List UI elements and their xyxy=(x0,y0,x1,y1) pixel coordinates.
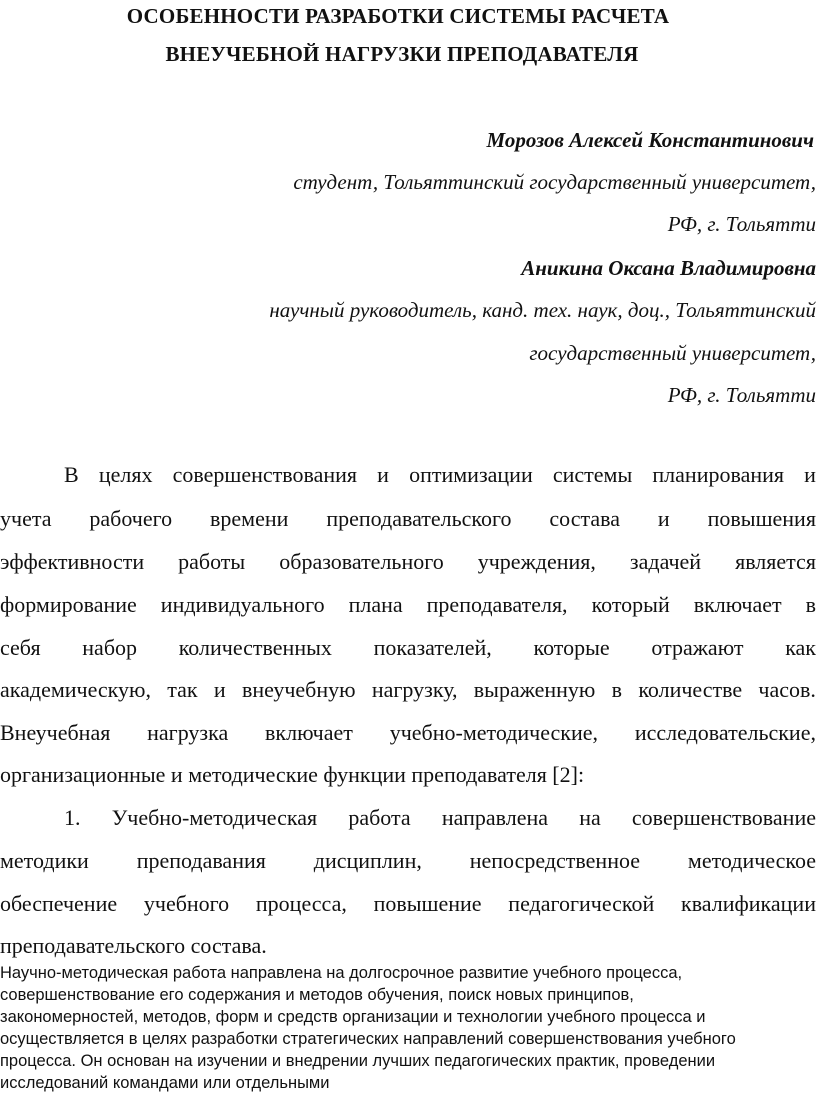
body-line: организационные и методические функции преподавателя [2]: xyxy=(0,762,585,787)
body-line xyxy=(0,549,816,579)
word: квалификации xyxy=(681,891,816,916)
word: методическое xyxy=(687,848,816,873)
word: Внеучебная xyxy=(0,720,111,745)
word: академическую, xyxy=(0,677,151,702)
word: набор xyxy=(82,635,138,660)
word: В xyxy=(64,462,79,487)
word: которые xyxy=(533,635,610,660)
word: совершенствования xyxy=(172,462,358,487)
word: времени xyxy=(210,506,289,531)
word: на xyxy=(579,805,601,830)
word: отражают xyxy=(651,635,744,660)
author2-name: Аникина Оксана Владимировна xyxy=(521,256,816,280)
word: преподавания xyxy=(136,848,266,873)
word: состава xyxy=(549,506,620,531)
word: направлена xyxy=(441,805,548,830)
word: внеучебную xyxy=(241,677,356,702)
word: педагогической xyxy=(508,891,655,916)
word: так xyxy=(167,677,198,702)
word: рабочего xyxy=(89,506,173,531)
author2-affiliation-2: государственный университет, xyxy=(529,341,816,365)
word: является xyxy=(735,549,816,574)
word: планирования xyxy=(652,462,784,487)
body-line: преподавательского состава. xyxy=(0,933,267,958)
footnote-line: совершенствование его содержания и методов обучения, поиск новых принципов, xyxy=(0,986,634,1004)
body-line xyxy=(0,592,816,622)
word: индивидуального xyxy=(160,592,325,617)
word: учета xyxy=(0,506,52,531)
word: включает xyxy=(693,592,782,617)
word: количественных xyxy=(178,635,332,660)
word: в xyxy=(611,677,623,702)
word: исследовательские, xyxy=(634,720,816,745)
word: оптимизации xyxy=(409,462,533,487)
word: и xyxy=(804,462,816,487)
word: системы xyxy=(552,462,633,487)
title-line-1: ОСОБЕННОСТИ РАЗРАБОТКИ СИСТЕМЫ РАСЧЕТА xyxy=(126,4,670,28)
word: эффективности xyxy=(0,549,145,574)
body-line xyxy=(0,506,816,536)
word: учреждения, xyxy=(477,549,596,574)
word: который xyxy=(591,592,670,617)
word: процесса, xyxy=(255,891,347,916)
body-line xyxy=(0,848,816,878)
word: работа xyxy=(348,805,411,830)
word: плана xyxy=(348,592,403,617)
author2-affiliation-1: научный руководитель, канд. тех. наук, доц., Тольяттинский xyxy=(269,298,816,322)
word: и xyxy=(377,462,389,487)
word: повышение xyxy=(373,891,482,916)
title-line-2: ВНЕУЧЕБНОЙ НАГРУЗКИ ПРЕПОДАВАТЕЛЯ xyxy=(165,42,639,66)
word: 1. xyxy=(64,805,81,830)
word: учебного xyxy=(143,891,230,916)
author1-location: РФ, г. Тольятти xyxy=(667,212,816,236)
word: совершенствование xyxy=(631,805,816,830)
word: работы xyxy=(178,549,246,574)
word: часов. xyxy=(758,677,816,702)
word: показателей, xyxy=(373,635,492,660)
word: непосредственное xyxy=(469,848,641,873)
word: преподавательского xyxy=(326,506,512,531)
footnote-line: процесса. Он основан на изучении и внедрении лучших педагогических практик, проведении xyxy=(0,1052,716,1070)
footnote-line: осуществляется в целях разработки стратегических направлений совершенствования учебного xyxy=(0,1030,736,1048)
word: методики xyxy=(0,848,89,873)
word: как xyxy=(785,635,816,660)
word: повышения xyxy=(707,506,816,531)
author1-name: Морозов Алексей Константинович xyxy=(486,128,814,152)
word: выраженную xyxy=(473,677,596,702)
word: дисциплин, xyxy=(313,848,422,873)
word: и xyxy=(213,677,226,702)
body-line xyxy=(0,677,816,707)
list-item-1 xyxy=(64,805,816,835)
footnote-line: закономерностей, методов, форм и средств организации и технологии учебного процесса и xyxy=(0,1008,706,1026)
footnote-line: Научно-методическая работа направлена на долгосрочное развитие учебного процесса, xyxy=(0,964,683,982)
word: себя xyxy=(0,635,41,660)
body-line xyxy=(64,462,816,492)
word: количестве xyxy=(638,677,743,702)
word: и xyxy=(657,506,670,531)
body-line xyxy=(0,635,816,665)
word: образовательного xyxy=(279,549,444,574)
word: формирование xyxy=(0,592,137,617)
footnote-line: исследований командами или отдельными xyxy=(0,1074,330,1092)
word: задачей xyxy=(629,549,702,574)
footnote-block xyxy=(0,962,816,1094)
word: обеспечение xyxy=(0,891,118,916)
body-line xyxy=(0,720,816,750)
author2-location: РФ, г. Тольятти xyxy=(667,383,816,407)
body-line xyxy=(0,891,816,921)
author1-affiliation: студент, Тольяттинский государственный университет, xyxy=(293,170,816,194)
word: преподавателя, xyxy=(426,592,568,617)
word: включает xyxy=(265,720,353,745)
word: в xyxy=(805,592,816,617)
word: нагрузку, xyxy=(371,677,458,702)
word: учебно-методические, xyxy=(389,720,599,745)
word: Учебно-методическая xyxy=(111,805,318,830)
word: нагрузка xyxy=(147,720,229,745)
word: целях xyxy=(98,462,153,487)
